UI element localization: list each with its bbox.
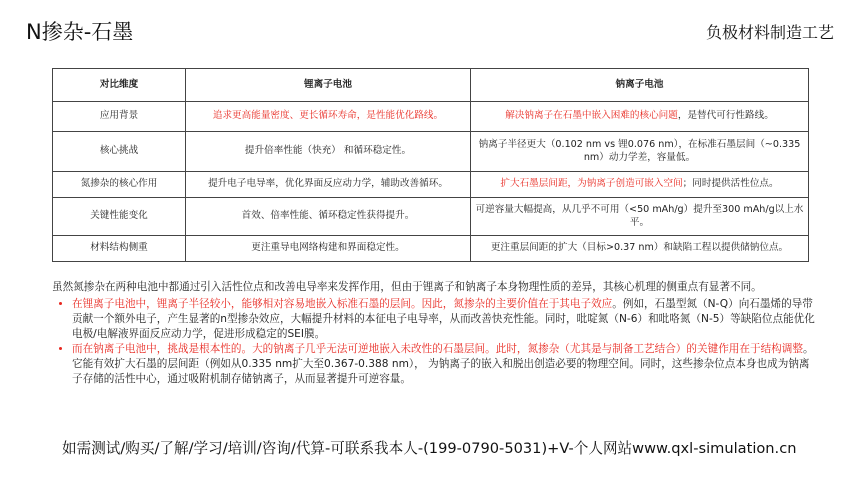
cell-na — [471, 172, 809, 198]
cell-li-text: 首效、倍率性能、循环稳定性获得提升。 — [241, 210, 415, 222]
cell-li-text: 提升电子电导率，优化界面反应动力学，辅助改善循环。 — [208, 178, 448, 190]
row-dimension: 关键性能变化 — [53, 198, 186, 236]
table-row — [53, 102, 809, 132]
summary-paragraph: 虽然氮掺杂在两种电池中都通过引入活性位点和改善电导率来发挥作用，但由于锂离子和钠离子本身物理性质的差异，其核心机理的侧重点有显著不同。 — [52, 281, 762, 293]
page-title: N掺杂-石墨 — [26, 20, 134, 44]
bullet-highlight: 在锂离子电池中，锂离子半径较小，能够相对容易地嵌入标准石墨的层间。因此，氮掺杂的主要价值在于其电子效应 — [72, 298, 613, 310]
row-dimension: 氮掺杂的核心作用 — [53, 172, 186, 198]
cell-na — [471, 102, 809, 132]
cell-na — [471, 198, 809, 236]
cell-li-text: 提升倍率性能（快充） 和循环稳定性。 — [244, 145, 412, 157]
explanation-section — [52, 280, 817, 387]
cell-na-highlight: 解决钠离子在石墨中嵌入困难的核心问题 — [505, 110, 678, 122]
table-header-row — [53, 69, 809, 102]
row-dimension: 核心挑战 — [53, 132, 186, 172]
cell-na-text: 可逆容量大幅提高，从几乎不可用（<50 mAh/g）提升至300 mAh/g以上水平。 — [475, 203, 804, 228]
cell-na-text: 钠离子半径更大（0.102 nm vs 锂0.076 nm），在标准石墨层间（~0.335 nm）动力学差，容量低。 — [478, 138, 801, 163]
bullet-highlight: 而在钠离子电池中，挑战是根本性的。大的钠离子几乎无法可逆地嵌入未改性的石墨层间。此时，氮掺杂（尤其是与制备工艺结合）的关键作用在于结构调整 — [72, 343, 803, 355]
bullet-text: 。例如，石墨型氮（N-Q）向石墨烯的导带贡献一个额外电子，产生显著的n型掺杂效应，大幅提升材料的本征电子电导率，从而改善快充性能。同时，吡啶氮（N-6）和吡咯氮（N-5）等缺陷位点能优化电极/电解液界面反应动力学，促进形成稳定的SEI膜。 — [72, 298, 815, 340]
bullet-list — [52, 297, 817, 387]
cell-li-text: 更注重导电网络构建和界面稳定性。 — [251, 242, 405, 254]
cell-na — [471, 132, 809, 172]
bullet-text: 。它能有效扩大石墨的层间距（例如从0.335 nm扩大至0.367-0.388 nm）， 为钠离子的嵌入和脱出创造必要的物理空间。同时，这些掺杂位点本身也成为钠离子存储的活性中心，通过吸附机制存储钠离子，从而显著提升可逆容量。 — [72, 343, 814, 385]
bullet-li-mechanism — [72, 297, 817, 342]
cell-li — [186, 132, 471, 172]
table-row — [53, 172, 809, 198]
cell-na — [471, 236, 809, 262]
cell-na-text: ；同时提供活性位点。 — [682, 178, 779, 190]
cell-li — [186, 102, 471, 132]
comparison-table — [52, 68, 809, 262]
cell-li — [186, 236, 471, 262]
header-li-battery: 锂离子电池 — [186, 69, 471, 102]
cell-li — [186, 172, 471, 198]
table-row — [53, 198, 809, 236]
cell-na-text: 更注重层间距的扩大（目标>0.37 nm）和缺陷工程以提供储钠位点。 — [490, 242, 789, 254]
cell-li-highlight: 追求更高能量密度、更长循环寿命，是性能优化路线。 — [212, 110, 444, 122]
header-na-battery: 钠离子电池 — [471, 69, 809, 102]
section-label: 负极材料制造工艺 — [705, 23, 834, 42]
header-dimension: 对比维度 — [53, 69, 186, 102]
contact-footer: 如需测试/购买/了解/学习/培训/咨询/代算-可联系我本人-(199-0790-5031)+V-个人网站www.qxl-simulation.cn — [62, 440, 797, 457]
row-dimension: 材料结构侧重 — [53, 236, 186, 262]
cell-na-text: ，是替代可行性路线。 — [677, 110, 774, 122]
table-row — [53, 132, 809, 172]
table-row — [53, 236, 809, 262]
cell-na-highlight: 扩大石墨层间距，为钠离子创造可嵌入空间 — [500, 178, 683, 190]
bullet-na-mechanism — [72, 342, 817, 387]
row-dimension: 应用背景 — [53, 102, 186, 132]
cell-li — [186, 198, 471, 236]
